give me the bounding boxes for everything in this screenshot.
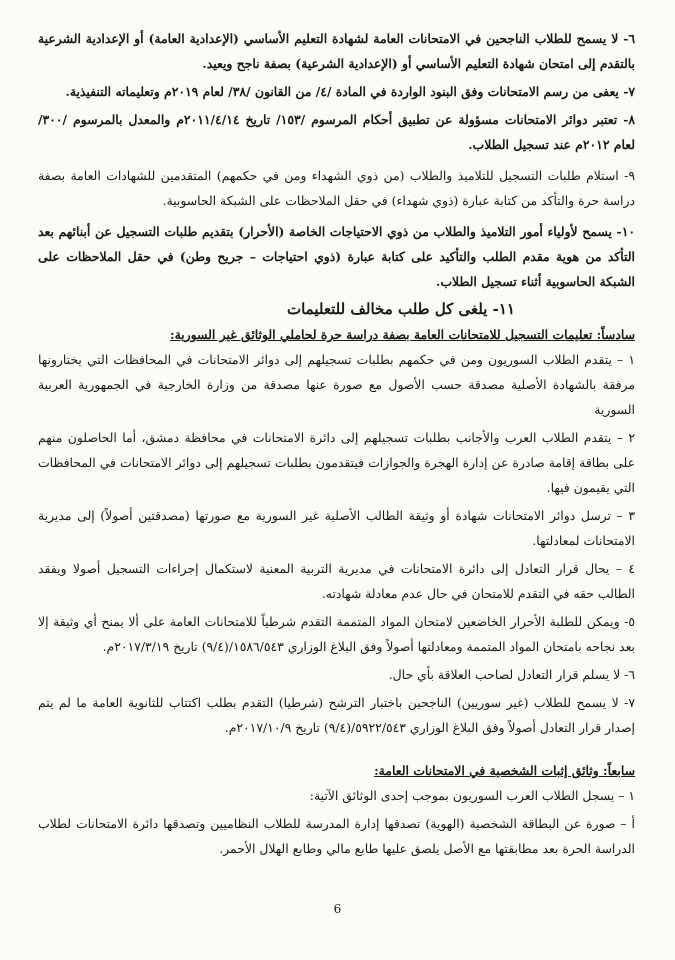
clause-10: ١٠- يسمح لأولياء أمور التلاميذ والطلاب من ذوي الاحتياجات الخاصة (الأحرار) بتقديم طلبات التسجيل عن أبنائهم بعد التأكد من هوية مقدم الطلب والتأكيد على كتابة عبارة (ذوي احتياجات – جريح وطن) في حقل الملاحظات على الشبكة الحاسوبية أثناء تسجيل الطلاب. bbox=[38, 224, 635, 289]
section-7-item-1: ١ – يسجل الطلاب العرب السوريون بموجب إحدى الوثائق الآتية: bbox=[309, 788, 635, 803]
section-6-item-1: ١ – يتقدم الطلاب السوريون ومن في حكمهم بطلبات تسجيلهم إلى دوائر الامتحانات في المحافظات التي يختارونها مرفقة بالشهادة الأصلية مصدقة حسب الأصول مع صورة عنها مصدقة من وزارة الخارجية في الجمهورية العربية السورية bbox=[38, 352, 635, 417]
clause-6: ٦- لا يسمح للطلاب الناجحين في الامتحانات العامة لشهادة التعليم الأساسي (الإعدادية العامة) أو الإعدادية الشرعية بالتقدم إلى امتحان شهادة التعليم الأساسي أو (الإعدادية الشرعية) بصفة ناجح ويعيد. bbox=[38, 31, 635, 71]
section-6-title: سادساً: تعليمات التسجيل للامتحانات العامة بصفة دراسة حرة لحاملي الوثائق غير السورية: bbox=[170, 327, 635, 342]
section-6-item-3: ٣ – ترسل دوائر الامتحانات شهادة أو وثيقة الطالب الأصلية غير السورية مع صورتها (مصدقتين أصولاً) إلى مديرية الامتحانات لمعادلتها. bbox=[38, 508, 635, 548]
clause-11-title: ١١- يلغى كل طلب مخالف للتعليمات bbox=[286, 300, 515, 318]
clause-9: ٩- استلام طلبات التسجيل للتلاميذ والطلاب (من ذوي الشهداء ومن في حكمهم) المتقدمين للشهادات العامة بصفة دراسة حرة والتأكد من كتابة عبارة (ذوي شهداء) في حقل الملاحظات على الشبكة الحاسوبية. bbox=[38, 168, 635, 208]
page-number: 6 bbox=[333, 902, 342, 916]
section-7-item-1a: أ – صورة عن البطاقة الشخصية (الهوية) تصدقها إدارة المدرسة للطلاب النظاميين وتصدقها دائرة الامتحانات لطلاب الدراسة الحرة بعد مطابقتها مع الأصل يلصق عليها طابع مالي وطابع الهلال الأحمر. bbox=[38, 816, 635, 856]
section-6-item-4: ٤ – يحال قرار التعادل إلى دائرة الامتحانات في مديرية التربية المعنية لاستكمال إجراءات التسجيل أصولا ويفقد الطالب حقه في التقدم للامتحان في حال عدم معادلة شهادته. bbox=[38, 561, 635, 601]
section-6-item-2: ٢ – يتقدم الطلاب العرب والأجانب بطلبات تسجيلهم إلى دائرة الامتحانات في محافظة دمشق، أما الحاصلون منهم على بطاقة إقامة صادرة عن إدارة الهجرة والجوازات فيتقدمون بطلبات تسجيلهم إلى دوائر الامتحانات في المحافظات التي يقيمون فيها. bbox=[38, 430, 635, 495]
clause-8: ٨- تعتبر دوائر الامتحانات مسؤولة عن تطبيق أحكام المرسوم /١٥٣/ تاريخ ٢٠١١/٤/١٤م والمعدل بالمرسوم /٣٠٠/ لعام ٢٠١٢م عند تسجيل الطلاب. bbox=[38, 112, 635, 152]
section-6-item-7: ٧- لا يسمح للطلاب (غير سوريين) الناجحين باختبار الترشح (شرطيا) التقدم بطلب اكتتاب للثانوية العامة ما لم يتم إصدار قرار التعادل أصولاً وفق البلاغ الوزاري ٥٩٢٢/٥٤٣/(٩/٤) تاريخ ٢٠١٧/١٠/٩م. bbox=[38, 695, 635, 735]
section-7-title: سابعاً: وثائق إثبات الشخصية في الامتحانات العامة: bbox=[374, 763, 635, 778]
section-6-item-6: ٦- لا يسلم قرار التعادل لصاحب العلاقة بأي حال. bbox=[388, 667, 635, 682]
section-6-item-5: ٥- ويمكن للطلبة الأحرار الخاضعين لامتحان المواد المتممة التقدم شرطياً للامتحانات العامة على ألا يمنح أي وثيقة إلا بعد نجاحه بامتحان المواد المتممة ومعادلتها أصولاً وفق البلاغ الوزاري ١٥٨٦/٥٤٣/(٩/٤) تاريخ ٢٠١٧/٣/١٩م. bbox=[38, 614, 635, 654]
clause-7: ٧- يعفى من رسم الامتحانات وفق البنود الواردة في المادة /٤/ من القانون /٣٨/ لعام ٢٠١٩م وتعليماته التنفيذية. bbox=[65, 84, 635, 99]
